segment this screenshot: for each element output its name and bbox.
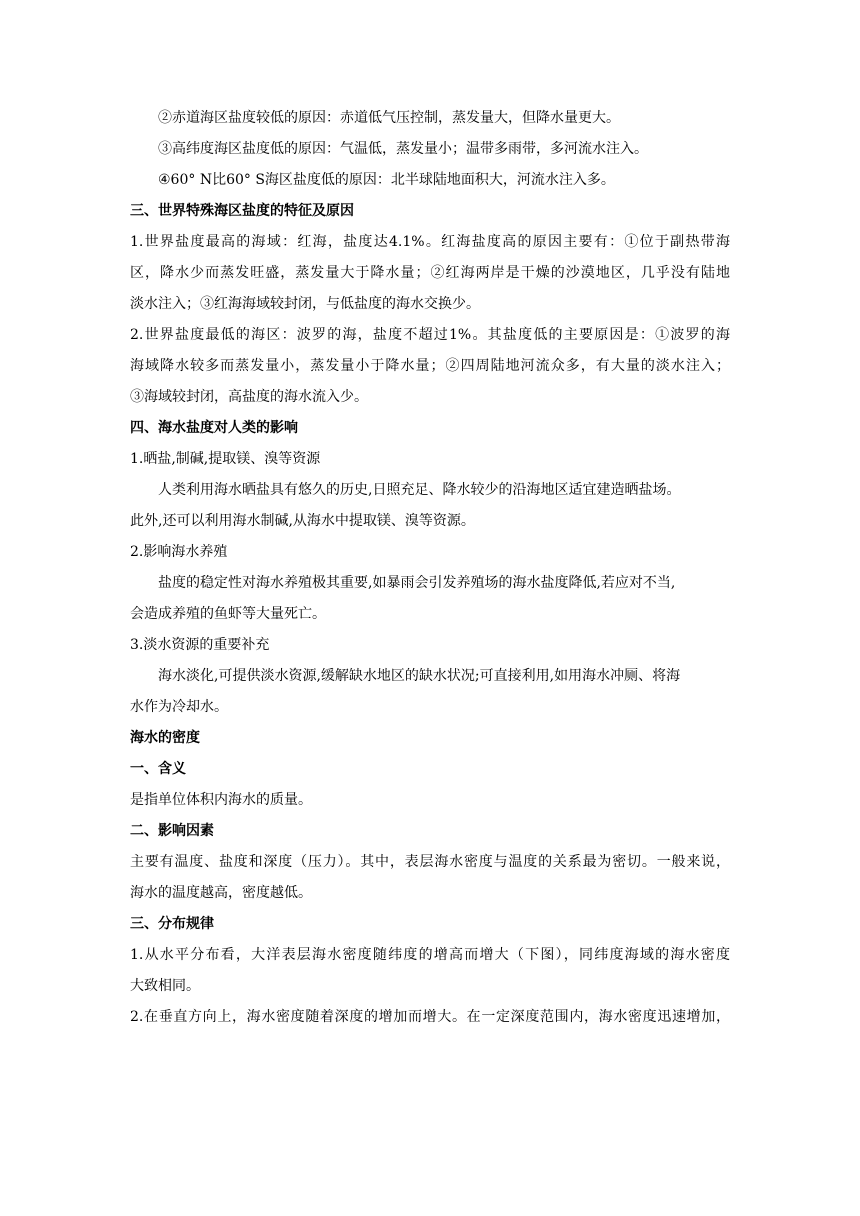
subheading: 2.影响海水养殖	[130, 544, 228, 560]
section-heading: 三、分布规律	[130, 916, 214, 932]
text-line: 主要有温度、盐度和深度（压力）。其中，表层海水密度与温度的关系最为密切。一般来说，	[130, 854, 730, 870]
text-line: 海水的温度越高，密度越低。	[130, 885, 312, 901]
section-title: 海水的密度	[130, 730, 200, 746]
text-line: 盐度的稳定性对海水养殖极其重要,如暴雨会引发养殖场的海水盐度降低,若应对不当,	[158, 575, 676, 591]
text-line: 海域降水较多而蒸发量小，蒸发量小于降水量；②四周陆地河流众多，有大量的淡水注入；	[130, 358, 730, 374]
section-heading: 三、世界特殊海区盐度的特征及原因	[130, 203, 354, 219]
text-line: 2.在垂直方向上，海水密度随着深度的增加而增大。在一定深度范围内，海水密度迅速增加，	[130, 1009, 730, 1025]
text-line: 区，降水少而蒸发旺盛，蒸发量大于降水量；②红海两岸是干燥的沙漠地区，几乎没有陆地	[130, 265, 730, 281]
text-line: 海水淡化,可提供淡水资源,缓解缺水地区的缺水状况;可直接利用,如用海水冲厕、将海	[158, 668, 681, 684]
text-line: 1.世界盐度最高的海域：红海，盐度达4.1%。红海盐度高的原因主要有：①位于副热带海	[130, 234, 730, 250]
text-line: 1.从水平分布看，大洋表层海水密度随纬度的增高而增大（下图），同纬度海域的海水密度	[130, 947, 730, 963]
section-heading: 一、含义	[130, 761, 186, 777]
document-page	[130, 108, 730, 1027]
text-line: 是指单位体积内海水的质量。	[130, 792, 312, 808]
subheading: 1.晒盐,制碱,提取镁、溴等资源	[130, 451, 321, 467]
section-heading: 二、影响因素	[130, 823, 214, 839]
text-line: ②赤道海区盐度较低的原因：赤道低气压控制，蒸发量大，但降水量更大。	[158, 110, 620, 126]
section-heading: 四、海水盐度对人类的影响	[130, 420, 298, 436]
text-line: 淡水注入；③红海海域较封闭，与低盐度的海水交换少。	[130, 296, 480, 312]
text-line: 大致相同。	[130, 978, 200, 994]
text-line: 人类利用海水晒盐具有悠久的历史,日照充足、降水较少的沿海地区适宜建造晒盐场。	[158, 482, 681, 498]
text-line: 此外,还可以利用海水制碱,从海水中提取镁、溴等资源。	[130, 513, 475, 529]
text-line: ④60° N比60° S海区盐度低的原因：北半球陆地面积大，河流水注入多。	[158, 172, 615, 188]
text-line: ③高纬度海区盐度低的原因：气温低，蒸发量小；温带多雨带，多河流水注入。	[158, 141, 648, 157]
subheading: 3.淡水资源的重要补充	[130, 637, 270, 653]
text-line: ③海域较封闭，高盐度的海水流入少。	[130, 389, 368, 405]
text-line: 会造成养殖的鱼虾等大量死亡。	[130, 606, 326, 622]
text-line: 水作为冷却水。	[130, 699, 228, 715]
text-line: 2.世界盐度最低的海区：波罗的海，盐度不超过1%。其盐度低的主要原因是：①波罗的海	[130, 327, 730, 343]
